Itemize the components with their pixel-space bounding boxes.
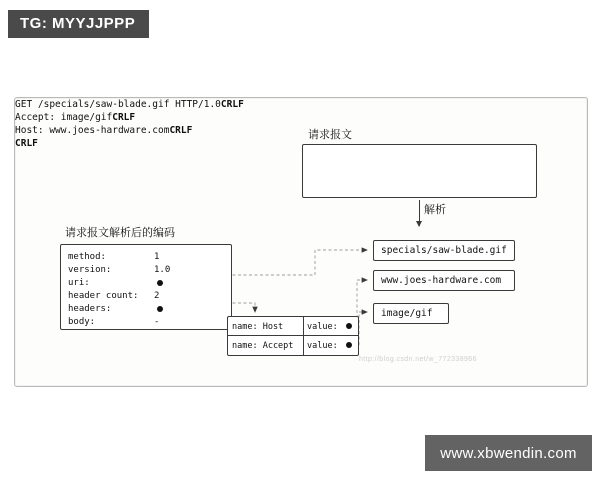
- field-headercount-name: header count:: [68, 291, 139, 301]
- table-col-divider: [303, 317, 304, 355]
- req-line-2-crlf: CRLF: [112, 112, 136, 124]
- result-box-uri: specials/saw-blade.gif: [373, 240, 515, 261]
- field-headers-name: headers:: [68, 304, 112, 314]
- site-watermark-badge: www.xbwendin.com: [425, 435, 592, 471]
- header-row-accept-value-label: value:: [307, 341, 338, 351]
- field-headercount-value: 2: [154, 291, 160, 301]
- header-row-accept-name: name: Accept: [232, 341, 294, 351]
- field-body-name: body:: [68, 317, 96, 327]
- req-line-1: GET /specials/saw-blade.gif HTTP/1.0: [15, 99, 221, 110]
- field-uri-pointer-dot: [157, 280, 163, 286]
- header-row-host-name: name: Host: [232, 322, 284, 332]
- field-method-value: 1: [154, 252, 160, 262]
- header-row-host-value-dot: [346, 323, 352, 329]
- table-row-divider: [228, 335, 358, 336]
- decoded-struct-box: [60, 244, 232, 330]
- request-message-box: [302, 144, 537, 198]
- tg-badge: TG: MYYJJPPP: [8, 10, 149, 38]
- scan-watermark: http://blog.csdn.net/w_772338966: [359, 356, 477, 363]
- header-row-accept-value-dot: [346, 342, 352, 348]
- req-line-2: Accept: image/gif: [15, 112, 113, 124]
- request-message-title: 请求报文: [308, 128, 352, 141]
- parse-label: 解析: [424, 203, 446, 216]
- header-list-table: [227, 316, 359, 356]
- field-method-name: method:: [68, 252, 106, 262]
- field-headers-pointer-dot: [157, 306, 163, 312]
- result-box-content-type: image/gif: [373, 303, 449, 324]
- parse-arrow: [419, 200, 420, 226]
- header-row-host-value-label: value:: [307, 322, 338, 332]
- req-line-4-crlf: CRLF: [15, 138, 38, 150]
- http-parse-diagram: [15, 98, 587, 386]
- decoded-struct-title: 请求报文解析后的编码: [65, 226, 175, 239]
- req-line-3-crlf: CRLF: [169, 125, 193, 137]
- field-version-value: 1.0: [154, 265, 171, 275]
- field-body-value: -: [154, 317, 160, 327]
- req-line-1-crlf: CRLF: [220, 99, 244, 110]
- field-version-name: version:: [68, 265, 112, 275]
- field-uri-name: uri:: [68, 278, 90, 288]
- result-box-host: www.joes-hardware.com: [373, 270, 515, 291]
- diagram-page: [14, 97, 588, 387]
- req-line-3: Host: www.joes-hardware.com: [15, 125, 170, 137]
